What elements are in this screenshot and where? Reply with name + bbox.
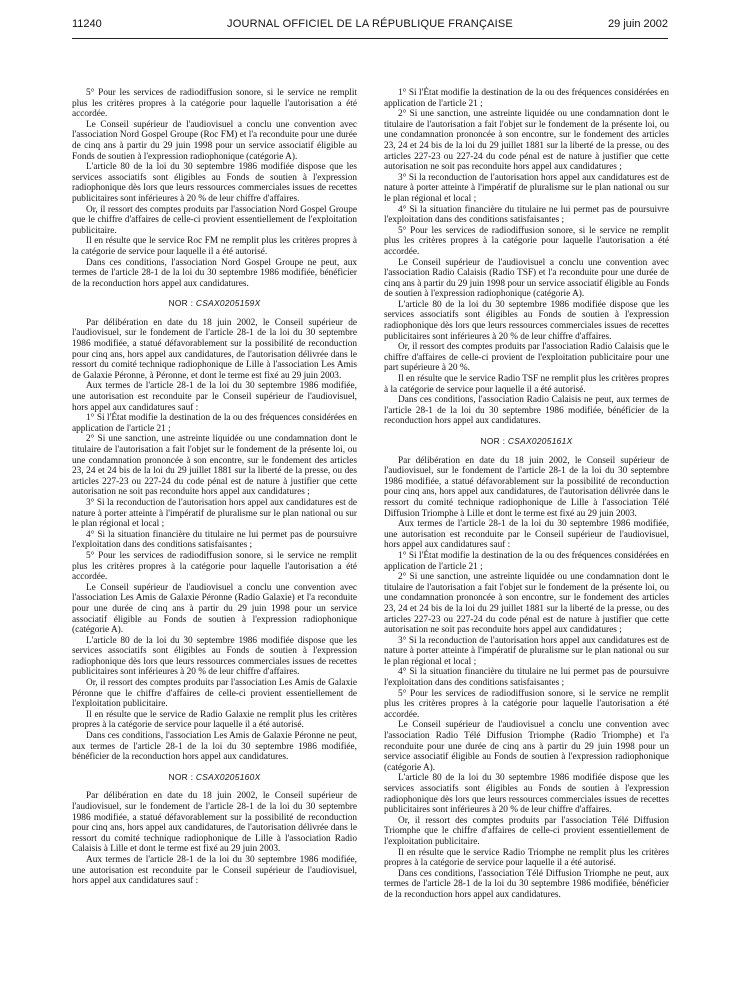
paragraph: 5° Pour les services de radiodiffusion sonore, si le service ne remplit plus les critères propres à la catégorie pour laquelle l'autorisation a été accordée. xyxy=(72,550,357,583)
nor-reference xyxy=(72,298,357,309)
paragraph: Par délibération en date du 18 juin 2002, le Conseil supérieur de l'audiovisuel, sur le fondement de l'article 28-1 de la loi du 30 septembre 1986 modifiée, a statué défavorablement sur la possibilité de reconduction pour cinq ans, hors appel aux candidatures, de l'autorisation délivrée dans le ressort du comité technique radiophonique de Lille à l'association Radio Calaisis à Lille et dont le terme est fixé au 29 juin 2003. xyxy=(72,791,357,855)
paragraph: Le Conseil supérieur de l'audiovisuel a conclu une convention avec l'association Les Amis de Galaxie Péronne (Radio Galaxie) et l'a reconduite pour une durée de cinq ans à partir du 29 juin 1998 pour un service associatif éligible au Fonds de soutien à l'expression radiophonique (catégorie A). xyxy=(72,582,357,636)
paragraph: 2° Si une sanction, une astreinte liquidée ou une condamnation dont le titulaire de l'autorisation a fait l'objet sur le fondement de la présente loi, ou une condamnation prononcée à son encontre, sur le fondement des articles 23, 24 et 24 bis de la loi du 29 juillet 1881 sur la liberté de la presse, ou des articles 227-23 ou 227-24 du code pénal est de nature à justifier que cette autorisation ne soit pas reconduite hors appel aux candidatures ; xyxy=(384,109,669,173)
nor-prefix: NOR : xyxy=(168,298,196,309)
paragraph: Or, il ressort des comptes produits par l'association Télé Diffusion Triomphe que le chiffre d'affaires de celle-ci provient essentiellement de l'exploitation publicitaire. xyxy=(384,815,669,847)
right-column xyxy=(384,88,669,901)
nor-reference xyxy=(72,772,357,783)
paragraph: Il en résulte que le service de Radio Galaxie ne remplit plus les critères propres à la catégorie de service pour laquelle il a été autorisé. xyxy=(72,709,357,731)
paragraph: Il en résulte que le service Roc FM ne remplit plus les critères propres à la catégorie de service pour laquelle il a été autorisé. xyxy=(72,236,357,257)
paragraph: 3° Si la reconduction de l'autorisation hors appel aux candidatures est de nature à porter atteinte à l'impératif de pluralisme sur le plan national ou sur le plan régional et local ; xyxy=(72,497,357,530)
paragraph: Le Conseil supérieur de l'audiovisuel a conclu une convention avec l'association Radio Calaisis (Radio TSF) et l'a reconduite pour une durée de cinq ans à partir du 29 juin 1998 pour un service associatif éligible au Fonds de soutien à l'expression radiophonique (catégorie A). xyxy=(384,257,669,300)
paragraph: L'article 80 de la loi du 30 septembre 1986 modifiée dispose que les services associatifs sont éligibles au Fonds de soutien à l'expression radiophonique dès lors que leurs ressources commerciales issues de recettes publicitaires sont inférieures à 20 % de leur chiffre d'affaires. xyxy=(72,162,357,204)
paragraph: Dans ces conditions, l'association Radio Calaisis ne peut, aux termes de l'article 28-1 de la loi du 30 septembre 1986 modifiée, bénéficier de la reconduction hors appel aux candidatures. xyxy=(384,395,669,427)
nor-code: CSAX0205159X xyxy=(195,298,261,309)
paragraph: 3° Si la reconduction de l'autorisation hors appel aux candidatures est de nature à porter atteinte à l'impératif de pluralisme sur le plan national ou sur le plan régional et local ; xyxy=(384,172,669,204)
paragraph: Le Conseil supérieur de l'audiovisuel a conclu une convention avec l'association Radio Télé Diffusion Triomphe (Radio Triomphe) et l'a reconduite pour une durée de cinq ans à partir du 29 juin 1998 pour un service associatif éligible au Fonds de soutien à l'expression radiophonique (catégorie A). xyxy=(384,720,669,773)
paragraph: 1° Si l'État modifie la destination de la ou des fréquences considérées en application de l'article 21 ; xyxy=(72,413,357,434)
paragraph: 4° Si la situation financière du titulaire ne lui permet pas de poursuivre l'exploitation dans des conditions satisfaisantes ; xyxy=(384,204,669,226)
paragraph: 2° Si une sanction, une astreinte liquidée ou une condamnation dont le titulaire de l'autorisation a fait l'objet sur le fondement de la présente loi, ou une condamnation prononcée à son encontre, sur le fondement des articles 23, 24 et 24 bis de la loi du 29 juillet 1881 sur la liberté de la presse, ou des articles 227-23 ou 227-24 du code pénal est de nature à justifier que cette autorisation ne soit pas reconduite hors appel aux candidatures ; xyxy=(384,572,669,636)
page-number: 11240 xyxy=(72,18,102,30)
page-header xyxy=(72,18,668,34)
journal-title: JOURNAL OFFICIEL DE LA RÉPUBLIQUE FRANÇAISE xyxy=(227,18,513,30)
paragraph: Dans ces conditions, l'association Nord Gospel Groupe ne peut, aux termes de l'article 28-1 de la loi du 30 septembre 1986 modifiée, bénéficier de la reconduction hors appel aux candidatures. xyxy=(72,257,357,289)
nor-prefix: NOR : xyxy=(168,771,196,782)
paragraph: Le Conseil supérieur de l'audiovisuel a conclu une convention avec l'association Nord Gospel Groupe (Roc FM) et l'a reconduite pour une durée de cinq ans à partir du 29 juin 1998 pour un service associatif éligible au Fonds de soutien à l'expression radiophonique (catégorie A). xyxy=(72,119,357,162)
paragraph: 5° Pour les services de radiodiffusion sonore, si le service ne remplit plus les critères propres à la catégorie pour laquelle l'autorisation a été accordée. xyxy=(384,225,669,257)
paragraph: Par délibération en date du 18 juin 2002, le Conseil supérieur de l'audiovisuel, sur le fondement de l'article 28-1 de la loi du 30 septembre 1986 modifiée, a statué défavorablement sur la possibilité de reconduction pour cinq ans, hors appel aux candidatures, de l'autorisation délivrée dans le ressort du comité technique radiophonique de Lille à l'association Télé Diffusion Triomphe à Lille et dont le terme est fixé au 29 juin 2003. xyxy=(384,455,669,519)
paragraph: Dans ces conditions, l'association Les Amis de Galaxie Péronne ne peut, aux termes de l'article 28-1 de la loi du 30 septembre 1986 modifiée, bénéficier de la reconduction hors appel aux candidatures. xyxy=(72,731,357,763)
paragraph: 4° Si la situation financière du titulaire ne lui permet pas de poursuivre l'exploitation dans des conditions satisfaisantes ; xyxy=(72,529,357,551)
left-column xyxy=(72,88,357,887)
paragraph: Par délibération en date du 18 juin 2002, le Conseil supérieur de l'audiovisuel, sur le fondement de l'article 28-1 de la loi du 30 septembre 1986 modifiée, a statué défavorablement sur la possibilité de reconduction pour cinq ans, hors appel aux candidatures, de l'autorisation délivrée dans le ressort du comité technique radiophonique de Lille à l'association Les Amis de Galaxie Péronne, à Péronne, et dont le terme est fixé au 29 juin 2003. xyxy=(72,317,357,381)
paragraph: Or, il ressort des comptes produits par l'association Radio Calaisis que le chiffre d'affaires de celle-ci provient de l'exploitation publicitaire pour une part supérieure à 20 %. xyxy=(384,342,669,374)
paragraph: L'article 80 de la loi du 30 septembre 1986 modifiée dispose que les services associatifs sont éligibles au Fonds de soutien à l'expression radiophonique dès lors que leurs ressources commerciales issues de recettes publicitaires sont inférieures à 20 % de leur chiffre d'affaires. xyxy=(72,635,357,678)
nor-code: CSAX0205160X xyxy=(195,771,261,782)
header-rule xyxy=(72,38,668,39)
nor-code: CSAX0205161X xyxy=(507,436,573,446)
paragraph: 2° Si une sanction, une astreinte liquidée ou une condamnation dont le titulaire de l'autorisation a fait l'objet sur le fondement de la présente loi, ou une condamnation prononcée à son encontre, sur le fondement des articles 23, 24 et 24 bis de la loi du 29 juillet 1881 sur la liberté de la presse, ou des articles 227-23 ou 227-24 du code pénal est de nature à justifier que cette autorisation ne soit pas reconduite hors appel aux candidatures ; xyxy=(72,434,357,498)
paragraph: Il en résulte que le service Radio TSF ne remplit plus les critères propres à la catégorie de service pour laquelle il a été autorisé. xyxy=(384,374,669,395)
publication-date: 29 juin 2002 xyxy=(608,18,668,30)
paragraph: 3° Si la reconduction de l'autorisation hors appel aux candidatures est de nature à porter atteinte à l'impératif de pluralisme sur le plan national ou sur le plan régional et local ; xyxy=(384,635,669,667)
paragraph: 1° Si l'État modifie la destination de la ou des fréquences considérées en application de l'article 21 ; xyxy=(384,550,669,572)
paragraph: L'article 80 de la loi du 30 septembre 1986 modifiée dispose que les services associatifs sont éligibles au Fonds de soutien à l'expression radiophonique dès lors que leurs ressources commerciales issues de recettes publicitaires sont inférieures à 20 % de leur chiffre d'affaires. xyxy=(384,773,669,816)
paragraph: 5° Pour les services de radiodiffusion sonore, si le service ne remplit plus les critères propres à la catégorie pour laquelle l'autorisation a été accordée. xyxy=(384,688,669,720)
paragraph: Aux termes de l'article 28-1 de la loi du 30 septembre 1986 modifiée, une autorisation est reconduite par le Conseil supérieur de l'audiovisuel, hors appel aux candidatures sauf : xyxy=(384,519,669,551)
paragraph: Or, il ressort des comptes produits par l'association Nord Gospel Groupe que le chiffre d'affaires de celle-ci provient essentiellement de l'exploitation publicitaire. xyxy=(72,204,357,236)
paragraph: 1° Si l'État modifie la destination de la ou des fréquences considérées en application de l'article 21 ; xyxy=(384,88,669,109)
paragraph: L'article 80 de la loi du 30 septembre 1986 modifiée dispose que les services associatifs sont éligibles au Fonds de soutien à l'expression radiophonique dès lors que leurs ressources commerciales issues de recettes publicitaires sont inférieures à 20 % de leur chiffre d'affaires. xyxy=(384,299,669,342)
paragraph: 5° Pour les services de radiodiffusion sonore, si le service ne remplit plus les critères propres à la catégorie pour laquelle l'autorisation a été accordée. xyxy=(72,88,357,120)
nor-reference xyxy=(384,436,669,447)
paragraph: Il en résulte que le service Radio Triomphe ne remplit plus les critères propres à la catégorie de service pour laquelle il a été autorisé. xyxy=(384,847,669,869)
nor-prefix: NOR : xyxy=(480,436,508,446)
paragraph: Aux termes de l'article 28-1 de la loi du 30 septembre 1986 modifiée, une autorisation est reconduite par le Conseil supérieur de l'audiovisuel, hors appel aux candidatures sauf : xyxy=(72,854,357,887)
paragraph: 4° Si la situation financière du titulaire ne lui permet pas de poursuivre l'exploitation dans des conditions satisfaisantes ; xyxy=(384,667,669,689)
paragraph: Or, il ressort des comptes produits par l'association Les Amis de Galaxie Péronne que le chiffre d'affaires de celle-ci provient essentiellement de l'exploitation publicitaire. xyxy=(72,678,357,710)
paragraph: Aux termes de l'article 28-1 de la loi du 30 septembre 1986 modifiée, une autorisation est reconduite par le Conseil supérieur de l'audiovisuel, hors appel aux candidatures sauf : xyxy=(72,381,357,413)
paragraph: Dans ces conditions, l'association Télé Diffusion Triomphe ne peut, aux termes de l'article 28-1 de la loi du 30 septembre 1986 modifiée, bénéficier de la reconduction hors appel aux candidatures. xyxy=(384,868,669,900)
